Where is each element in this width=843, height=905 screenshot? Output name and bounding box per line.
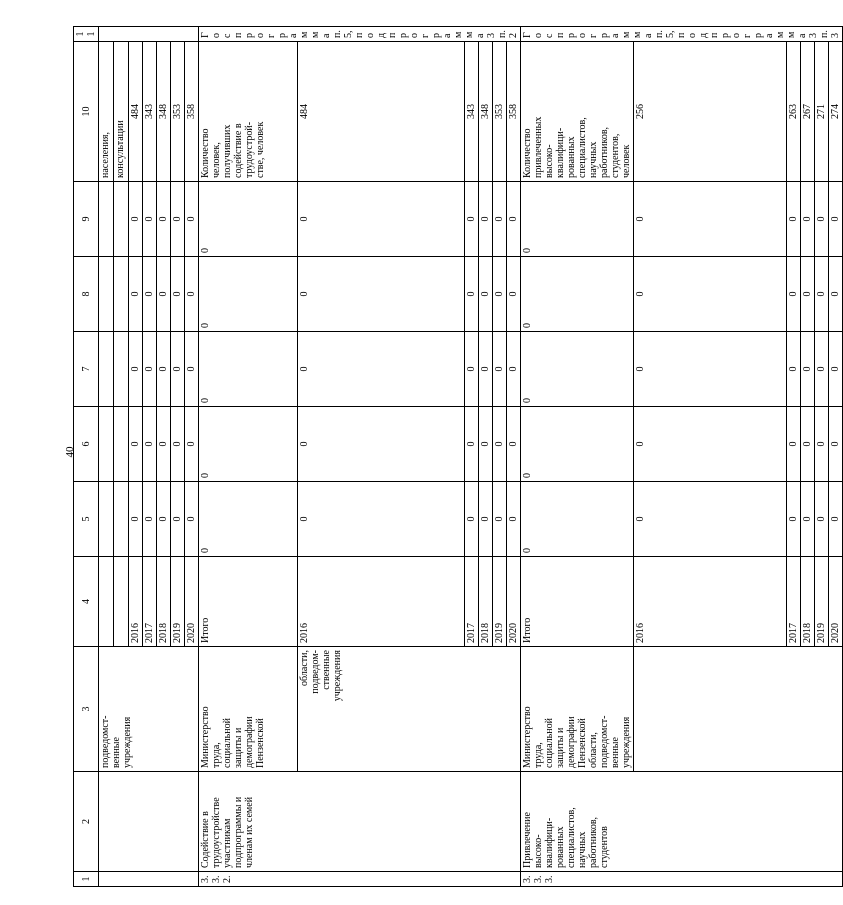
header-cell: 7: [74, 332, 99, 407]
value-cell: 0: [507, 407, 521, 482]
value-cell: 0: [143, 257, 157, 332]
value-cell: 0: [157, 332, 171, 407]
header-cell: 10: [74, 42, 99, 182]
value-cell: [99, 407, 114, 482]
value-cell: 0: [787, 407, 801, 482]
value-cell: 0: [787, 332, 801, 407]
value-cell: 0: [815, 257, 829, 332]
indicator-value-cell: 348: [479, 42, 493, 182]
value-cell: 0: [815, 332, 829, 407]
value-cell: 0: [493, 182, 507, 257]
year-cell: 2017: [143, 557, 157, 647]
header-cell: 9: [74, 182, 99, 257]
total-label-cell: Итого: [199, 557, 298, 647]
value-cell: 0: [143, 482, 157, 557]
value-cell: 0: [521, 482, 634, 557]
indicator-cell: консультации: [114, 42, 129, 182]
value-cell: [114, 332, 129, 407]
value-cell: 0: [157, 407, 171, 482]
value-cell: 0: [521, 332, 634, 407]
value-cell: [114, 182, 129, 257]
value-cell: 0: [493, 257, 507, 332]
executor-cell: области, подведом- ственные учреждения: [298, 647, 521, 772]
table-row: [634, 27, 787, 887]
year-cell: 2020: [507, 557, 521, 647]
value-cell: 0: [493, 482, 507, 557]
source-cell: Госпрограмма п. 5, подпрограмма 3 п. 2: [199, 27, 521, 42]
value-cell: 0: [129, 407, 143, 482]
indicator-value-cell: 358: [507, 42, 521, 182]
value-cell: 0: [199, 257, 298, 332]
value-cell: 0: [143, 407, 157, 482]
value-cell: 0: [199, 482, 298, 557]
executor-cell: [634, 647, 843, 772]
total-label-cell: Итого: [521, 557, 634, 647]
indicator-value-cell: 267: [801, 42, 815, 182]
value-cell: 0: [634, 182, 787, 257]
value-cell: 0: [171, 182, 185, 257]
year-cell: 2019: [171, 557, 185, 647]
value-cell: 0: [157, 257, 171, 332]
indicator-value-cell: 271: [815, 42, 829, 182]
value-cell: 0: [171, 332, 185, 407]
year-cell: 2019: [815, 557, 829, 647]
value-cell: 0: [507, 332, 521, 407]
value-cell: 0: [634, 482, 787, 557]
value-cell: 0: [815, 182, 829, 257]
value-cell: 0: [185, 407, 199, 482]
header-cell: 2: [74, 772, 99, 872]
indicator-cell: населения,: [99, 42, 114, 182]
value-cell: 0: [171, 257, 185, 332]
value-cell: 0: [199, 332, 298, 407]
value-cell: [99, 482, 114, 557]
value-cell: [114, 407, 129, 482]
indicator-cell: Количество привлеченных высоко- квалифици- рованных специалистов, научных работников, студентов, человек: [521, 42, 634, 182]
value-cell: 0: [829, 257, 843, 332]
source-cell: Госпрограмма п. 5, подпрограмма 3 п.3: [521, 27, 843, 42]
value-cell: [114, 257, 129, 332]
header-cell: 11: [74, 27, 99, 42]
year-cell: 2018: [801, 557, 815, 647]
year-cell: 2016: [298, 557, 465, 647]
value-cell: 0: [185, 482, 199, 557]
value-cell: 0: [493, 332, 507, 407]
indicator-value-cell: 358: [185, 42, 199, 182]
value-cell: 0: [143, 332, 157, 407]
indicator-cell: Количество человек, получивших содействие в трудоустрой- стве, человек: [199, 42, 298, 182]
value-cell: 0: [129, 332, 143, 407]
value-cell: 0: [801, 257, 815, 332]
value-cell: 0: [815, 482, 829, 557]
value-cell: 0: [129, 482, 143, 557]
value-cell: 0: [298, 257, 465, 332]
value-cell: 0: [129, 257, 143, 332]
value-cell: 0: [829, 482, 843, 557]
value-cell: 0: [157, 482, 171, 557]
rotated-page: [73, 27, 841, 887]
value-cell: 0: [521, 257, 634, 332]
header-cell: 5: [74, 482, 99, 557]
indicator-value-cell: 343: [465, 42, 479, 182]
table-row: [99, 27, 114, 887]
value-cell: 0: [801, 482, 815, 557]
value-cell: 0: [829, 332, 843, 407]
value-cell: 0: [634, 332, 787, 407]
year-cell: 2019: [493, 557, 507, 647]
value-cell: 0: [171, 407, 185, 482]
indicator-value-cell: 343: [143, 42, 157, 182]
value-cell: 0: [829, 407, 843, 482]
row-number-cell: [99, 872, 199, 887]
value-cell: [114, 482, 129, 557]
table-row: [199, 27, 298, 887]
activity-name-cell: [99, 772, 199, 872]
row-number-cell: 3.3.2.: [199, 872, 521, 887]
value-cell: 0: [801, 332, 815, 407]
value-cell: 0: [507, 182, 521, 257]
value-cell: 0: [479, 332, 493, 407]
value-cell: 0: [521, 407, 634, 482]
value-cell: 0: [479, 257, 493, 332]
value-cell: [99, 257, 114, 332]
value-cell: 0: [479, 482, 493, 557]
value-cell: 0: [129, 182, 143, 257]
header-cell: 6: [74, 407, 99, 482]
value-cell: 0: [171, 482, 185, 557]
year-cell: 2018: [479, 557, 493, 647]
year-cell: 2016: [129, 557, 143, 647]
value-cell: 0: [787, 257, 801, 332]
value-cell: 0: [507, 257, 521, 332]
header-cell: 1: [74, 872, 99, 887]
indicator-value-cell: 353: [171, 42, 185, 182]
year-cell: 2016: [634, 557, 787, 647]
activity-name-cell: Привлечение высоко- квалифици- рованных специалистов, научных работников, студентов: [521, 772, 843, 872]
indicator-value-cell: 353: [493, 42, 507, 182]
value-cell: 0: [465, 407, 479, 482]
activity-name-cell: Содействие в трудоустройстве участникам подпрограммы и членам их семей: [199, 772, 521, 872]
indicator-value-cell: 263: [787, 42, 801, 182]
value-cell: 0: [157, 182, 171, 257]
value-cell: 0: [465, 332, 479, 407]
source-cell: [99, 27, 199, 42]
value-cell: 0: [185, 182, 199, 257]
year-cell: [99, 557, 114, 647]
executor-cell: Министерство труда, социальной защиты и демографии Пензенской области, подведомст- венные учреждения: [521, 647, 634, 772]
plan-table: [73, 26, 843, 887]
value-cell: 0: [143, 182, 157, 257]
year-cell: 2020: [185, 557, 199, 647]
value-cell: 0: [787, 482, 801, 557]
indicator-value-cell: 274: [829, 42, 843, 182]
page-number: 40: [64, 446, 76, 458]
header-cell: 8: [74, 257, 99, 332]
table-row: [298, 27, 465, 887]
value-cell: 0: [507, 482, 521, 557]
value-cell: 0: [634, 257, 787, 332]
value-cell: [114, 557, 129, 647]
value-cell: 0: [465, 182, 479, 257]
table-row: [521, 27, 634, 887]
value-cell: 0: [801, 182, 815, 257]
value-cell: 0: [298, 482, 465, 557]
year-cell: 2020: [829, 557, 843, 647]
value-cell: 0: [199, 407, 298, 482]
header-row: [74, 27, 99, 887]
value-cell: 0: [829, 182, 843, 257]
value-cell: 0: [465, 482, 479, 557]
header-cell: 4: [74, 557, 99, 647]
value-cell: 0: [493, 407, 507, 482]
value-cell: 0: [465, 257, 479, 332]
value-cell: 0: [298, 182, 465, 257]
value-cell: 0: [479, 182, 493, 257]
value-cell: [99, 182, 114, 257]
value-cell: 0: [801, 407, 815, 482]
value-cell: 0: [815, 407, 829, 482]
indicator-value-cell: 484: [298, 42, 465, 182]
value-cell: 0: [479, 407, 493, 482]
indicator-value-cell: 348: [157, 42, 171, 182]
header-cell: 3: [74, 647, 99, 772]
executor-cell: Министерство труда, социальной защиты и демографии Пензенской: [199, 647, 298, 772]
indicator-value-cell: 484: [129, 42, 143, 182]
value-cell: 0: [634, 407, 787, 482]
year-cell: 2017: [787, 557, 801, 647]
value-cell: 0: [787, 182, 801, 257]
indicator-value-cell: 256: [634, 42, 787, 182]
value-cell: 0: [185, 332, 199, 407]
executor-cell: подведомст- венные учреждения: [99, 647, 199, 772]
value-cell: 0: [199, 182, 298, 257]
value-cell: 0: [185, 257, 199, 332]
row-number-cell: 3.3.3.: [521, 872, 843, 887]
value-cell: 0: [298, 332, 465, 407]
year-cell: 2018: [157, 557, 171, 647]
year-cell: 2017: [465, 557, 479, 647]
value-cell: [99, 332, 114, 407]
value-cell: 0: [298, 407, 465, 482]
value-cell: 0: [521, 182, 634, 257]
